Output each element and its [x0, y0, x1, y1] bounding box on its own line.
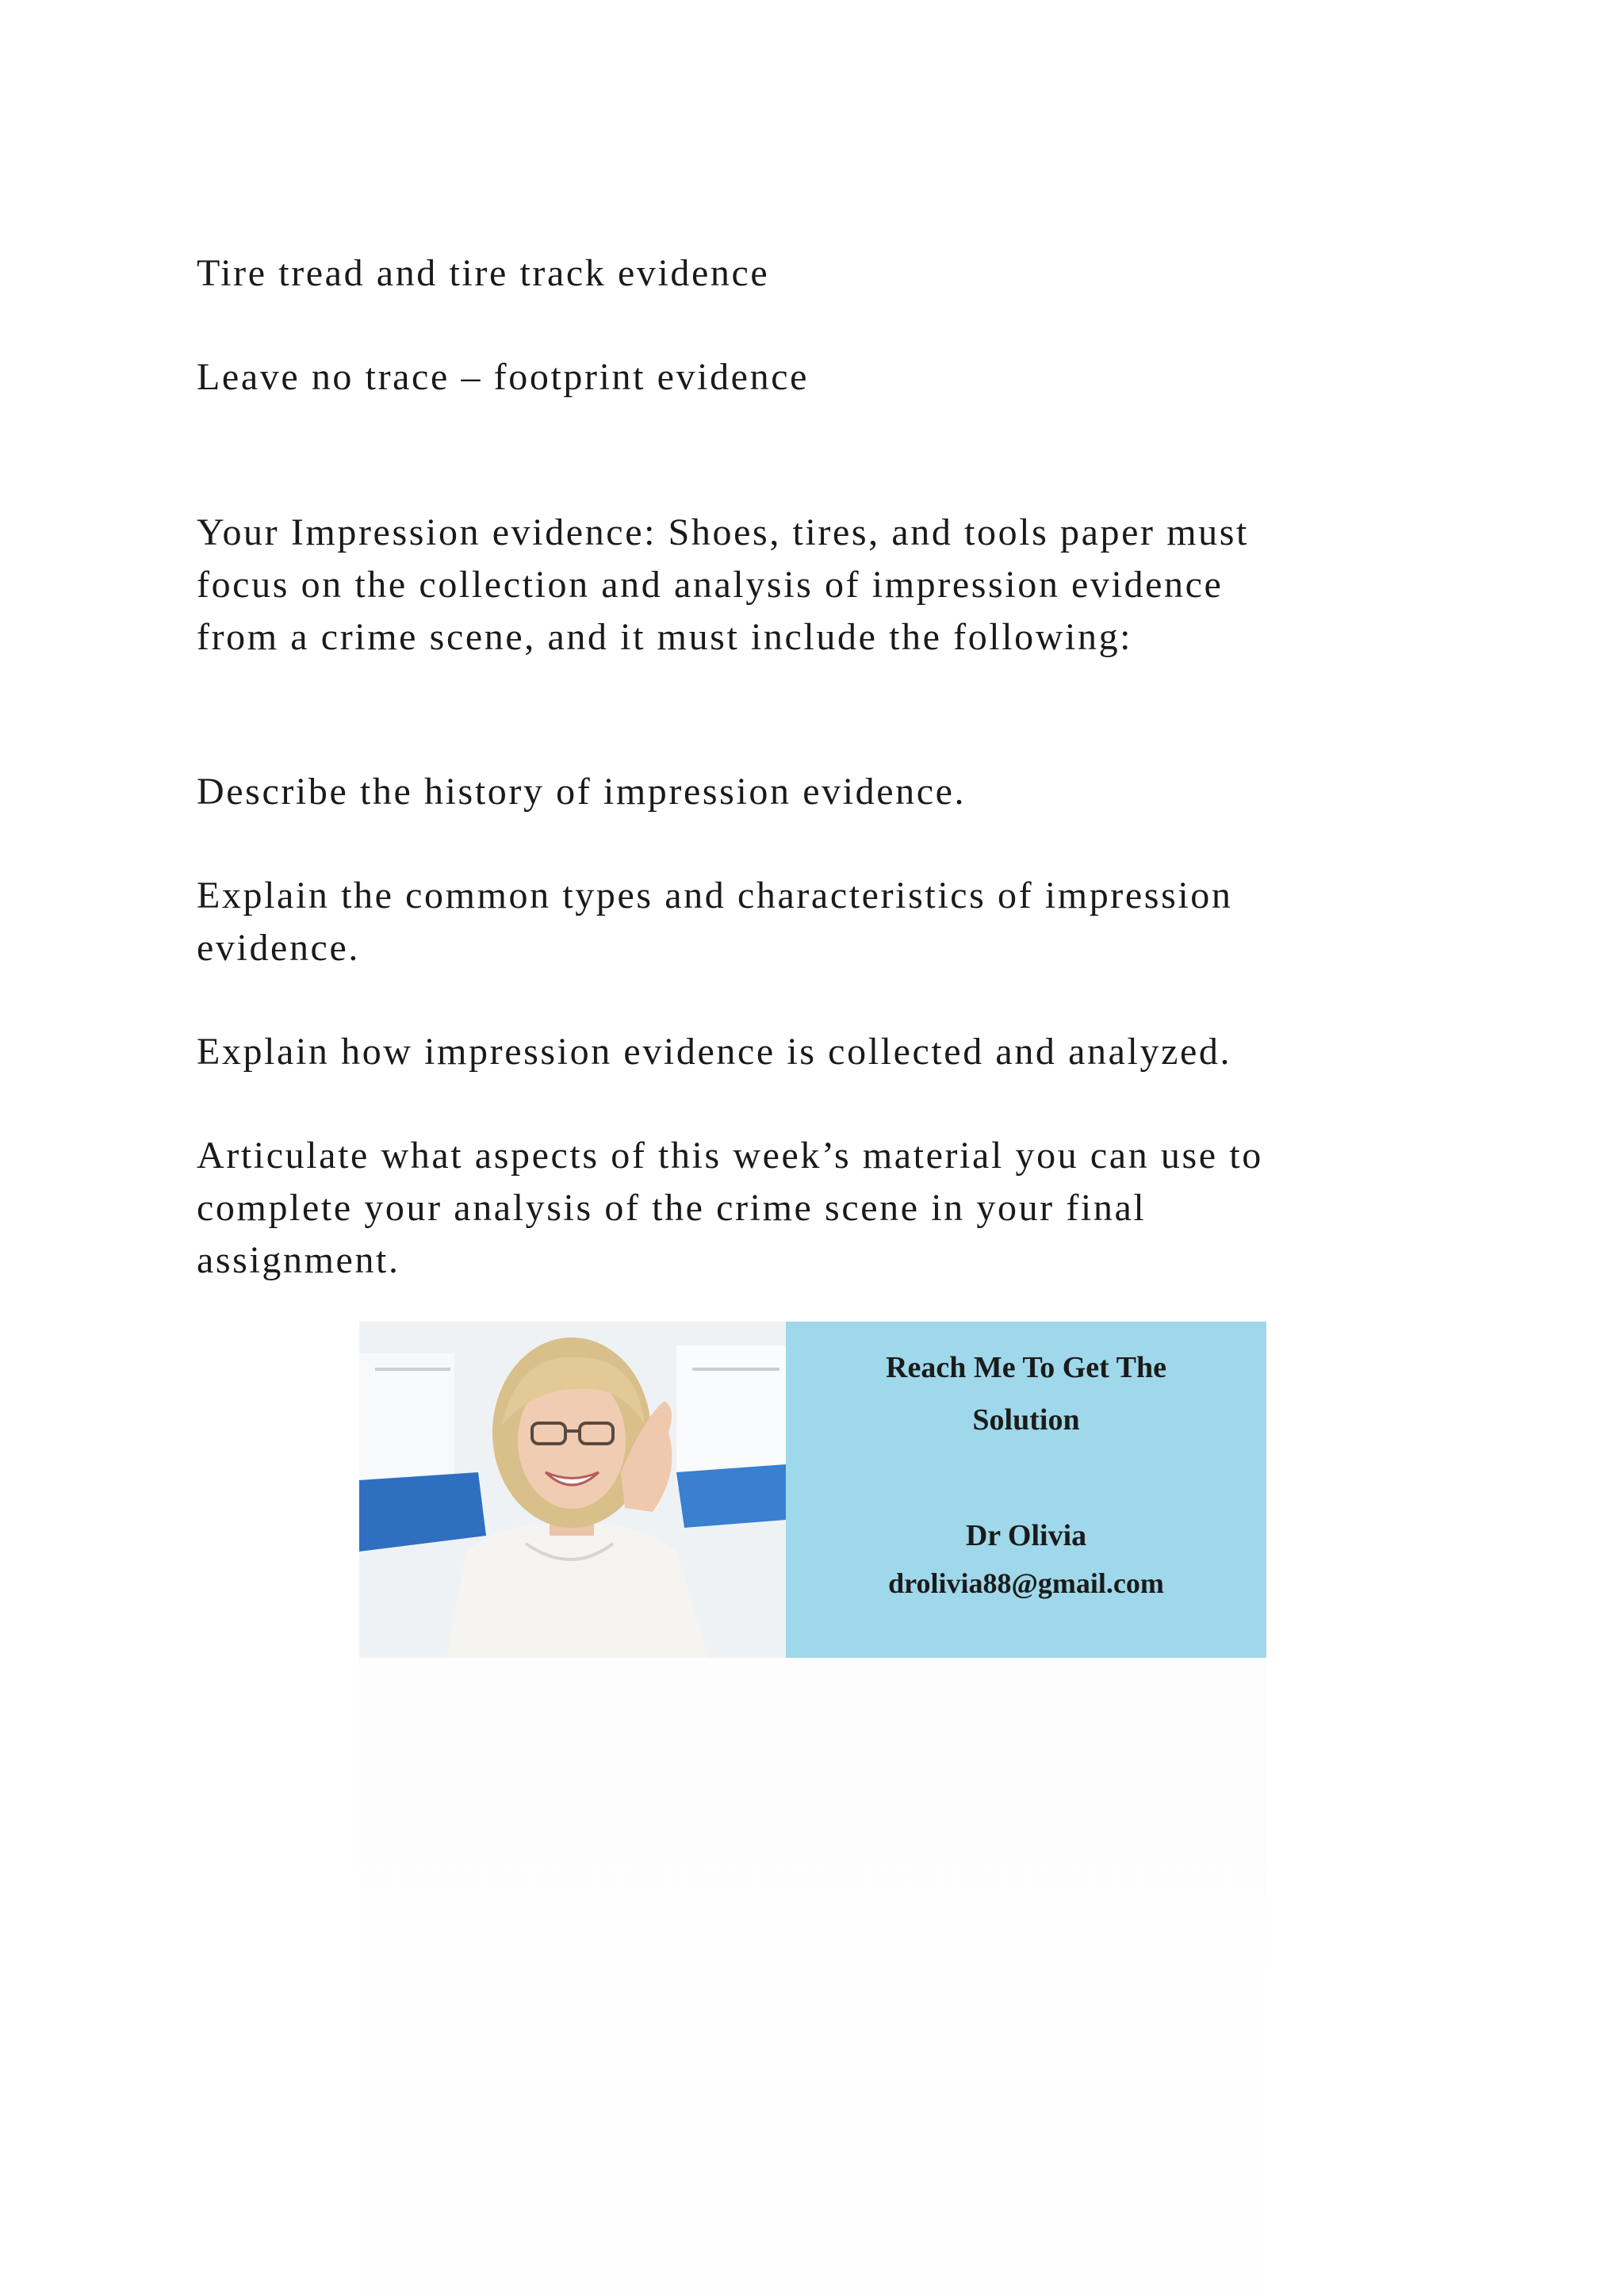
faint-background-column: [359, 1658, 1266, 2296]
ad-headline-line-2: Solution: [972, 1403, 1080, 1437]
requirement-collection: Explain how impression evidence is collected and analyzed.: [197, 1031, 1232, 1073]
requirement-types: Explain the common types and characteristics of impression evidence.: [197, 874, 1233, 969]
assignment-intro-paragraph: Your Impression evidence: Shoes, tires, and tools paper must focus on the collection and analysis of impression evidence from a crime scene, and it must include the following:: [197, 511, 1249, 658]
ad-contact-name: Dr Olivia: [965, 1519, 1087, 1552]
ad-contact-card: [786, 1322, 1266, 1658]
contact-ad-banner: [359, 1322, 1266, 1658]
topic-line-footprint: Leave no trace – footprint evidence: [197, 356, 809, 398]
topic-line-tire-tread: Tire tread and tire track evidence: [197, 252, 770, 294]
ad-contact-email[interactable]: drolivia88@gmail.com: [888, 1567, 1164, 1599]
requirement-articulate: Articulate what aspects of this week’s material you can use to complete your analysis of the crime scene in your final assignment.: [197, 1135, 1263, 1281]
ad-photo-woman-with-glasses: [359, 1322, 786, 1658]
requirement-history: Describe the history of impression evidence.: [197, 771, 967, 813]
ad-headline-line-1: Reach Me To Get The: [886, 1351, 1166, 1384]
woman-portrait-icon: [359, 1322, 786, 1658]
